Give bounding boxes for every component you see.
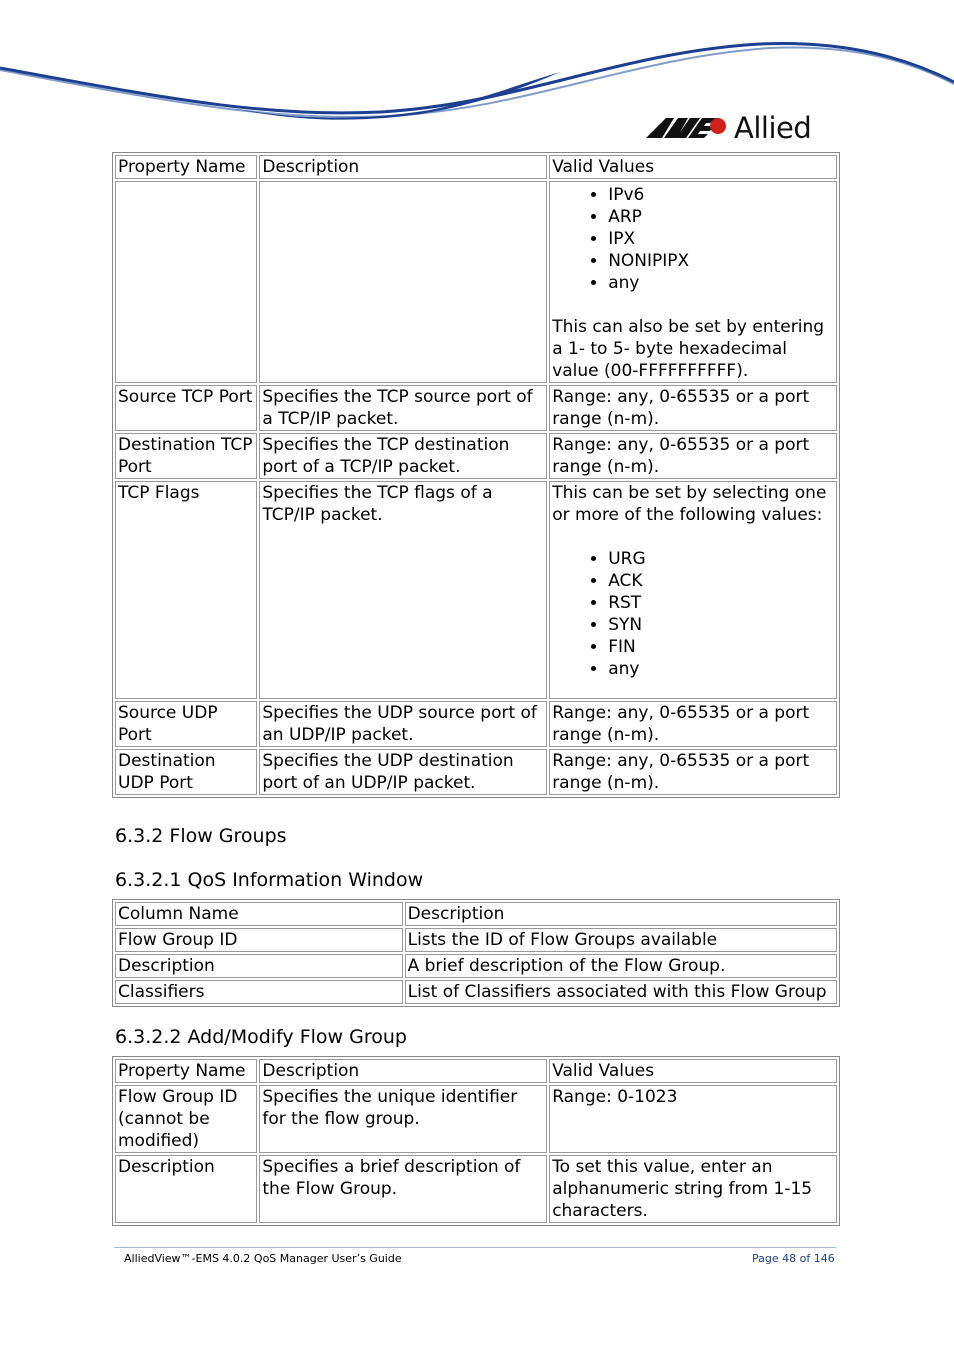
header-cell: Description xyxy=(259,1059,547,1083)
section-heading-qos-info-window: 6.3.2.1 QoS Information Window xyxy=(115,869,424,891)
header-cell: Valid Values xyxy=(549,155,837,179)
table-row xyxy=(115,385,837,431)
table-cell: Range: any, 0-65535 or a port range (n-m). xyxy=(549,385,837,431)
table-header-row xyxy=(115,1059,837,1083)
list-item: • ACK xyxy=(608,570,834,592)
list-item: • SYN xyxy=(608,614,834,636)
allied-telesis-logo xyxy=(644,108,904,148)
table-cell: Range: any, 0-65535 or a port range (n-m). xyxy=(549,433,837,479)
logo-text: Allied xyxy=(734,111,812,145)
table-cell: Lists the ID of Flow Groups available xyxy=(405,928,837,952)
table-cell: To set this value, enter an alphanumeric string from 1-15 characters. xyxy=(549,1155,837,1223)
protocol-list xyxy=(552,184,834,294)
table-cell: Range: any, 0-65535 or a port range (n-m). xyxy=(549,701,837,747)
list-item: • RST xyxy=(608,592,834,614)
header-cell: Description xyxy=(405,902,837,926)
header-cell: Property Name xyxy=(115,155,257,179)
list-item: • any xyxy=(608,658,834,680)
table-row xyxy=(115,433,837,479)
list-item: • URG xyxy=(608,548,834,570)
table-cell: Range: any, 0-65535 or a port range (n-m). xyxy=(549,749,837,795)
footer-divider xyxy=(114,1247,836,1248)
table-cell: Range: 0-1023 xyxy=(549,1085,837,1153)
logo-mark-icon xyxy=(644,108,730,148)
table-row xyxy=(115,928,837,952)
table-row xyxy=(115,1085,837,1153)
table-cell: List of Classifiers associated with this Flow Group xyxy=(405,980,837,1004)
table-header-row xyxy=(115,155,837,179)
table-cell: Specifies a brief description of the Flow Group. xyxy=(259,1155,547,1223)
list-item: • IPv6 xyxy=(608,184,834,206)
table-cell: Flow Group ID xyxy=(115,928,403,952)
add-modify-flow-group-table xyxy=(112,1056,840,1226)
table-cell: Specifies the TCP destination port of a TCP/IP packet. xyxy=(259,433,547,479)
table-cell: Specifies the TCP flags of a TCP/IP packet. xyxy=(259,481,547,699)
properties-table xyxy=(112,152,840,798)
table-cell: Flow Group ID (cannot be modified) xyxy=(115,1085,257,1153)
list-item: • FIN xyxy=(608,636,834,658)
table-row xyxy=(115,181,837,383)
table-row xyxy=(115,980,837,1004)
list-item: • any xyxy=(608,272,834,294)
footer-page-number: Page 48 of 146 xyxy=(752,1252,835,1265)
table-cell: Description xyxy=(115,1155,257,1223)
table-cell: Specifies the UDP destination port of an UDP/IP packet. xyxy=(259,749,547,795)
table-row xyxy=(115,749,837,795)
hex-note: This can also be set by entering a 1- to 5- byte hexadecimal value (00-FFFFFFFFFF). xyxy=(552,317,825,381)
flags-intro: This can be set by selecting one or more of the following values: xyxy=(552,483,827,525)
table-row xyxy=(115,701,837,747)
list-item: • IPX xyxy=(608,228,834,250)
section-heading-flow-groups: 6.3.2 Flow Groups xyxy=(115,825,287,847)
flags-list xyxy=(552,548,834,680)
header-cell: Column Name xyxy=(115,902,403,926)
table-cell: Specifies the TCP source port of a TCP/IP packet. xyxy=(259,385,547,431)
table-cell xyxy=(259,181,547,383)
table-cell: A brief description of the Flow Group. xyxy=(405,954,837,978)
table-cell: TCP Flags xyxy=(115,481,257,699)
header-cell: Property Name xyxy=(115,1059,257,1083)
header-cell: Valid Values xyxy=(549,1059,837,1083)
table-cell: Destination TCP Port xyxy=(115,433,257,479)
section-heading-add-modify-flow-group: 6.3.2.2 Add/Modify Flow Group xyxy=(115,1026,407,1048)
table-cell: Source UDP Port xyxy=(115,701,257,747)
table-cell xyxy=(549,481,837,699)
table-cell: Specifies the UDP source port of an UDP/IP packet. xyxy=(259,701,547,747)
table-header-row xyxy=(115,902,837,926)
table-cell xyxy=(549,181,837,383)
table-row xyxy=(115,1155,837,1223)
table-row xyxy=(115,954,837,978)
table-cell xyxy=(115,181,257,383)
qos-info-table xyxy=(112,899,840,1007)
list-item: • ARP xyxy=(608,206,834,228)
table-cell: Specifies the unique identifier for the flow group. xyxy=(259,1085,547,1153)
table-row xyxy=(115,481,837,699)
list-item: • NONIPIPX xyxy=(608,250,834,272)
table-cell: Destination UDP Port xyxy=(115,749,257,795)
table-cell: Source TCP Port xyxy=(115,385,257,431)
table-cell: Description xyxy=(115,954,403,978)
header-cell: Description xyxy=(259,155,547,179)
footer-document-title: AlliedView™-EMS 4.0.2 QoS Manager User’s Guide xyxy=(124,1252,402,1265)
table-cell: Classifiers xyxy=(115,980,403,1004)
